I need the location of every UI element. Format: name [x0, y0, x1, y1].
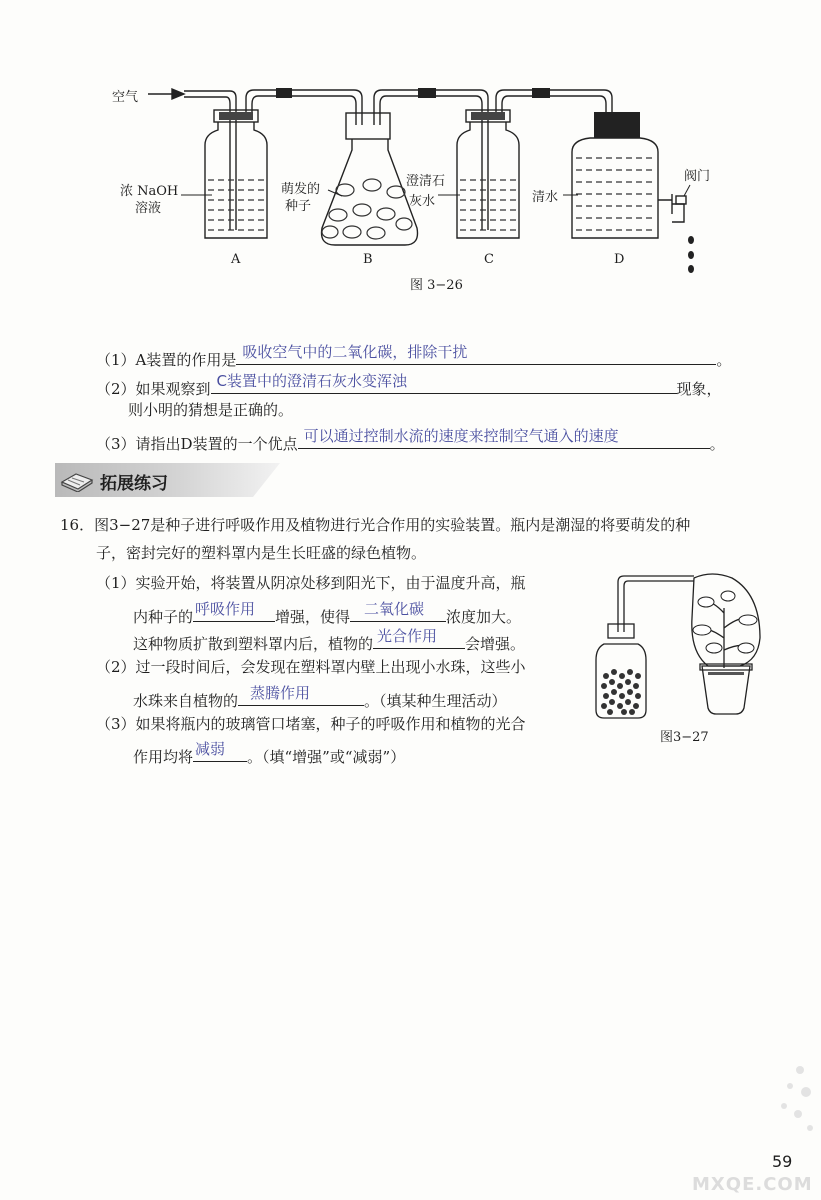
bottle-label-b: B [363, 252, 373, 267]
valve-label: 阀门 [684, 169, 711, 184]
q16-answer-2: 二氧化碳 [364, 600, 425, 618]
section-title: 拓展练习 [100, 474, 168, 494]
figure-caption: 图 3−26 [410, 278, 463, 293]
naoh-label-2: 溶液 [135, 201, 162, 216]
book-icon [60, 468, 94, 492]
q16-p1-line3: 这种物质扩散到塑料罩内后，植物的 光合作用 会增强。 [133, 627, 526, 653]
bottle-label-a: A [231, 252, 241, 267]
q16-answer-3: 光合作用 [377, 627, 438, 645]
decorative-dots [770, 1060, 820, 1140]
figure-3-27-caption: 图3−27 [660, 730, 709, 745]
water-label: 清水 [532, 190, 559, 205]
seed-label-2: 种子 [285, 199, 312, 214]
q15-answer-2: C装置中的澄清石灰水变浑浊 [216, 372, 408, 390]
watermark: MXQE.COM [692, 1174, 813, 1195]
q15-item-2-line2: 则小明的猜想是正确的。 [128, 401, 294, 419]
limewater-label: 澄清石 [406, 174, 446, 189]
q16-answer-1: 呼吸作用 [195, 600, 256, 618]
q16-p2-line2: 水珠来自植物的 蒸腾作用 。（填某种生理活动） [133, 684, 507, 710]
q16-p3-line1: （3）如果将瓶内的玻璃管口堵塞，种子的呼吸作用和植物的光合 [96, 715, 526, 733]
q16-answer-5: 减弱 [195, 740, 226, 758]
q15-answer-1: 吸收空气中的二氧化碳，排除干扰 [242, 343, 468, 361]
bottle-label-d: D [614, 252, 625, 267]
bottle-label-c: C [484, 252, 494, 267]
q16-p1-line2: 内种子的 呼吸作用 增强，使得 二氧化碳 浓度加大。 [133, 600, 522, 626]
seed-label: 萌发的 [281, 182, 321, 197]
page-number: 59 [772, 1152, 793, 1171]
q15-answer-3: 可以通过控制水流的速度来控制空气通入的速度 [303, 427, 619, 445]
q16-p3-line2: 作用均将 减弱 。（填“增强”或“减弱”） [133, 740, 406, 766]
plant-experiment-diagram [590, 568, 790, 728]
q16-p2-line1: （2）过一段时间后，会发现在塑料罩内壁上出现小水珠，这些小 [96, 658, 526, 676]
limewater-label-2: 灰水 [409, 194, 436, 209]
apparatus-diagram [0, 0, 821, 300]
air-label: 空气 [112, 90, 139, 105]
q16-stem-1: 16．图3−27是种子进行呼吸作用及植物进行光合作用的实验装置。瓶内是潮湿的将要萌发的种 [60, 516, 691, 534]
q15-item-2: （2）如果观察到 C装置中的澄清石灰水变浑浊 现象， [96, 372, 722, 398]
q16-p1-line1: （1）实验开始，将装置从阴凉处移到阳光下，由于温度升高，瓶 [96, 574, 526, 592]
q15-item-1: （1）A装置的作用是 吸收空气中的二氧化碳，排除干扰 。 [96, 343, 732, 369]
q16-answer-4: 蒸腾作用 [250, 684, 311, 702]
naoh-label: 浓 NaOH [120, 184, 179, 199]
q15-item-3: （3）请指出D装置的一个优点 可以通过控制水流的速度来控制空气通入的速度 。 [96, 427, 725, 453]
q16-stem-2: 子，密封完好的塑料罩内是生长旺盛的绿色植物。 [96, 544, 427, 562]
